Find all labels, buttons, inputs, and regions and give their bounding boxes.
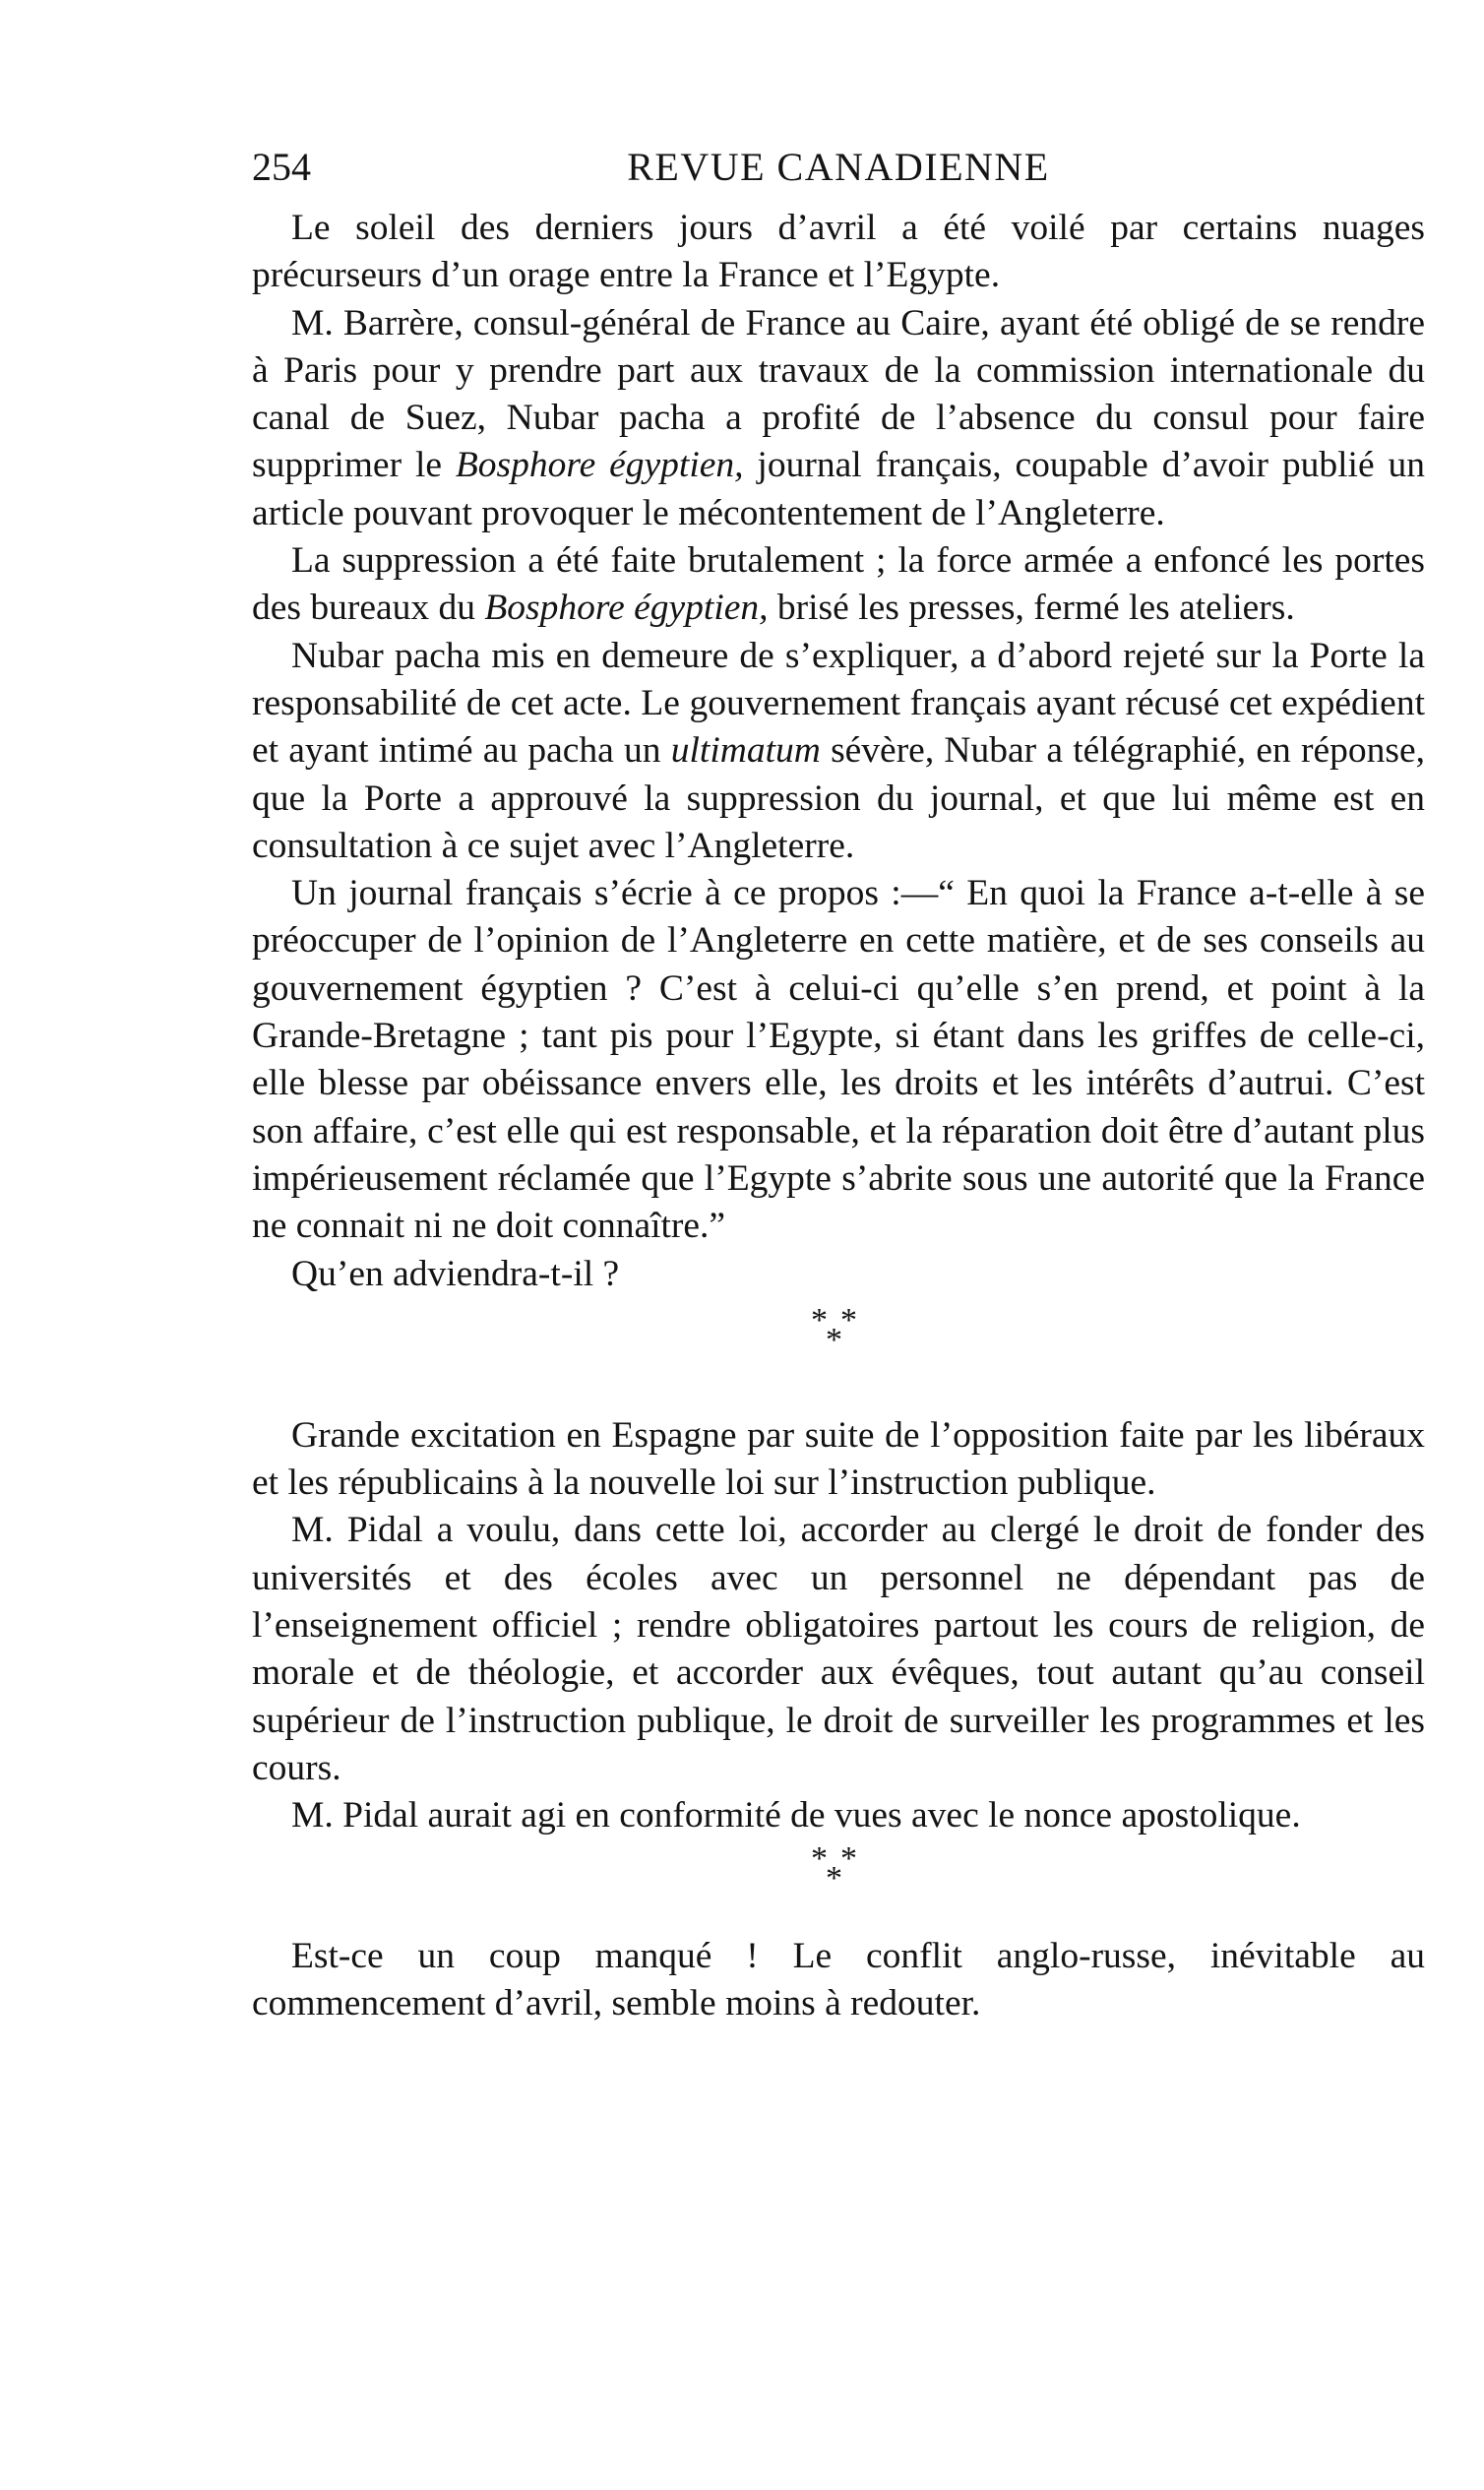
paragraph-text: Nubar pacha mis en demeure de s’expliquer, a d’abord rejeté sur la Porte la responsabilité de cet acte. Le gouvernement français ayant récusé cet expédient et ayant intimé au pacha un bbox=[252, 635, 1425, 772]
paragraph: M. Pidal a voulu, dans cette loi, accorder au clergé le droit de fonder des universités et des écoles avec un personnel ne dépendant pas de l’enseignement officiel ; rendre obligatoires partout les cours de religion, de morale et de théologie, et accorder aux évêques, tout autant qu’au conseil supérieur de l’instruction publique, le droit de surveiller les programmes et les cours. bbox=[252, 1510, 1425, 1788]
asterism-separator bbox=[252, 1840, 1425, 1933]
newspaper-title: Bosphore égyptien, bbox=[484, 588, 769, 629]
asterism-star: * bbox=[840, 1839, 857, 1877]
running-head bbox=[252, 138, 1425, 197]
paragraph: Un journal français s’écrie à ce propos :—“ En quoi la France a-t-elle à se préoccuper de l’opinion de l’Angleterre en cette matière, et de ses conseils au gouvernement égyptien ? C’est à celui-ci qu’elle s’en prend, et point à la Grande-Bretagne ; tant pis pour l’Egypte, si étant dans les griffes de celle-ci, elle blesse par obéissance envers elle, les droits et les intérêts d’autrui. C’est son affaire, c’est elle qui est responsable, et la réparation doit être d’autant plus impérieusement réclamée que l’Egypte s’abrite sous une autorité que la France ne connait ni ne doit connaître.” bbox=[252, 873, 1425, 1247]
asterism-star: * bbox=[811, 1839, 828, 1877]
paragraph-text: La suppression a été faite brutalement ; la force armée a enfoncé les portes des bureaux du bbox=[252, 540, 1425, 629]
italic-term: ultimatum bbox=[670, 730, 821, 772]
page-number: 254 bbox=[252, 145, 311, 189]
asterism-separator bbox=[252, 1298, 1425, 1412]
article-text bbox=[252, 205, 1425, 2027]
asterism-star: * bbox=[840, 1301, 857, 1338]
paragraph bbox=[252, 300, 1425, 537]
asterism-star: * bbox=[826, 1859, 842, 1897]
paragraph: M. Pidal aurait agi en conformité de vues avec le nonce apostolique. bbox=[291, 1795, 1301, 1836]
asterism-star: * bbox=[811, 1301, 828, 1338]
paragraph-text: M. Barrère, consul-général de France au Caire, ayant été obligé de se rendre à Paris pour y prendre part aux travaux de la commission internationale du canal de Suez, Nubar pacha a profité de l’absence du consul pour faire supprimer le bbox=[252, 302, 1425, 486]
newspaper-title: Bosphore égyptien, bbox=[455, 445, 744, 486]
paragraph: Qu’en adviendra-t-il ? bbox=[291, 1253, 620, 1294]
paragraph bbox=[252, 633, 1425, 870]
running-title: REVUE CANADIENNE bbox=[627, 145, 1050, 189]
paragraph-text: brisé les presses, fermé les ateliers. bbox=[768, 588, 1295, 629]
paragraph: Est-ce un coup manqué ! Le conflit anglo-russe, inévitable au commencement d’avril, semble moins à redouter. bbox=[252, 1935, 1425, 2023]
paragraph bbox=[252, 537, 1425, 633]
paragraph: Le soleil des derniers jours d’avril a été voilé par certains nuages précurseurs d’un orage entre la France et l’Egypte. bbox=[252, 208, 1425, 296]
paragraph: Grande excitation en Espagne par suite de l’opposition faite par les libéraux et les républicains à la nouvelle loi sur l’instruction publique. bbox=[252, 1414, 1425, 1504]
paragraph-text: sévère, Nubar a télégraphié, en réponse, que la Porte a approuvé la suppression du journal, et que lui même est en consultation à ce sujet avec l’Angleterre. bbox=[252, 730, 1425, 866]
asterism-star: * bbox=[826, 1321, 842, 1358]
page bbox=[252, 138, 1425, 2027]
paragraph-text: journal français, coupable d’avoir publié un article pouvant provoquer le mécontentement de l’Angleterre. bbox=[252, 445, 1425, 533]
